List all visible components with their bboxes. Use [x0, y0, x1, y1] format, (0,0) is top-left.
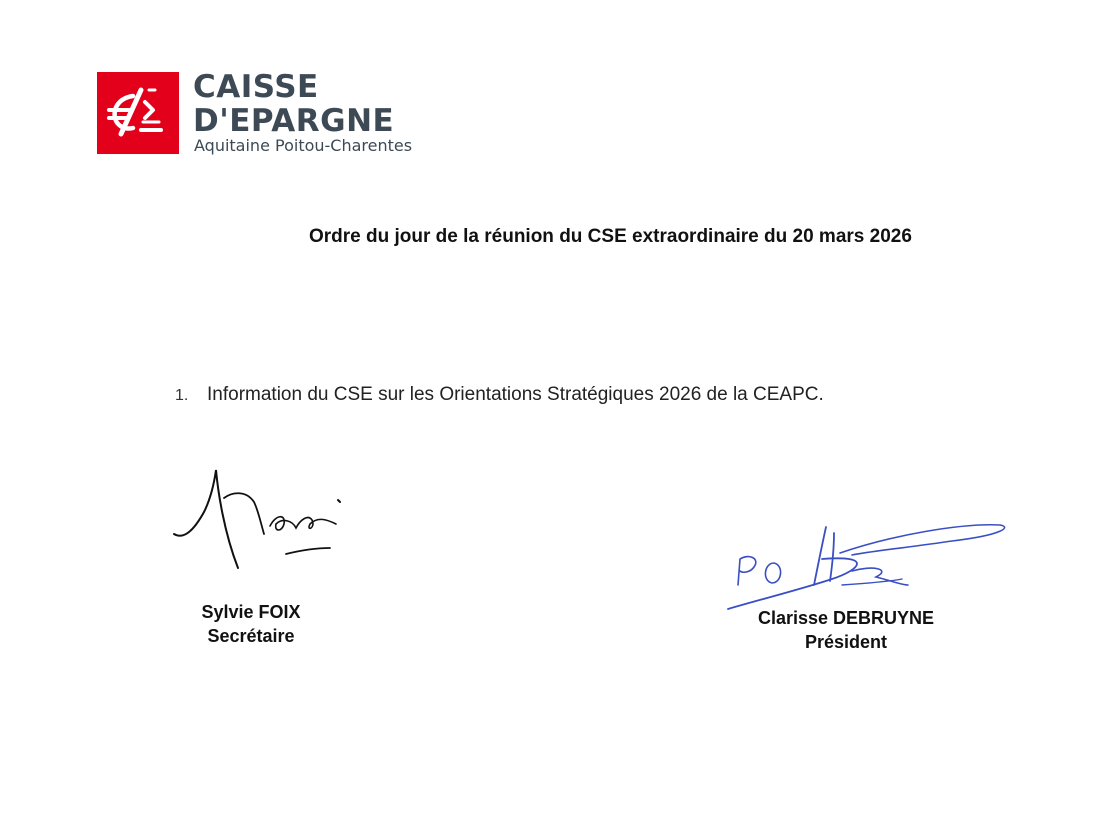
signer-role: Président: [804, 632, 888, 652]
signer-secretary: [186, 600, 316, 648]
brand-name-line1: CAISSE: [193, 69, 319, 105]
signer-role: Secrétaire: [207, 626, 295, 646]
signer-president: [736, 606, 956, 654]
agenda-list: [175, 384, 824, 406]
brand-region: Aquitaine Poitou-Charentes: [194, 136, 413, 155]
document-title: Ordre du jour de la réunion du CSE extraordinaire du 20 mars 2026: [309, 226, 912, 247]
handwritten-signature-black-icon: [160, 462, 360, 582]
signer-name: Sylvie FOIX: [201, 602, 301, 622]
agenda-item: [175, 384, 824, 406]
squirrel-logo-icon: [97, 72, 179, 154]
agenda-item-text: Information du CSE sur les Orientations Stratégiques 2026 de la CEAPC.: [207, 384, 824, 405]
signer-name: Clarisse DEBRUYNE: [757, 608, 935, 628]
agenda-item-number: 1.: [175, 387, 189, 404]
brand-name-line2: D'EPARGNE: [193, 103, 395, 139]
handwritten-signature-blue-icon: [722, 515, 1012, 615]
brand-logo: [97, 69, 437, 162]
